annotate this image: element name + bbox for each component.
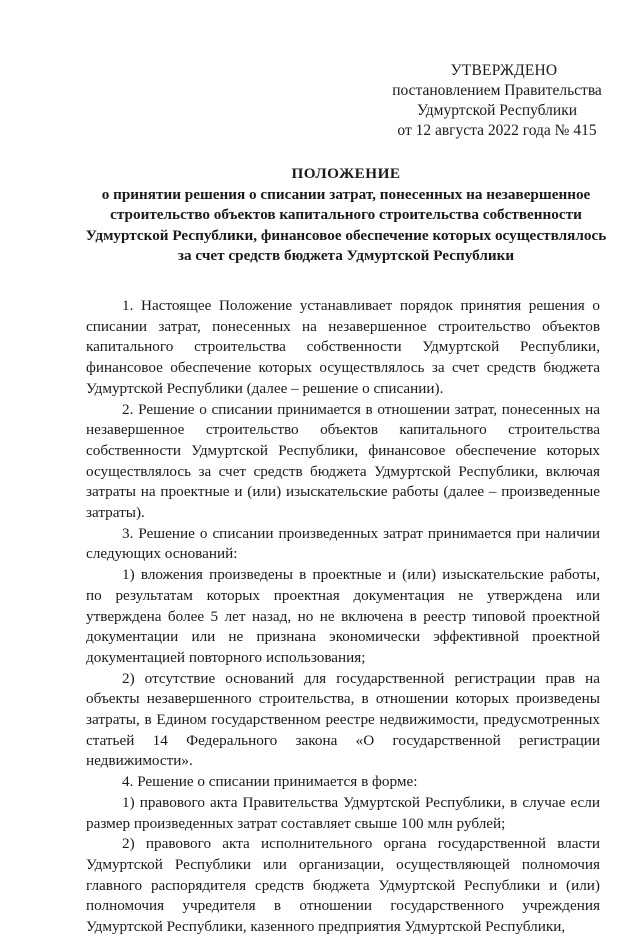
approval-stamp bbox=[372, 61, 622, 141]
paragraph-3: 3. Решение о списании произведенных затрат принимается при наличии следующих оснований: bbox=[86, 524, 600, 563]
paragraph-3-item-1: 1) вложения произведены в проектные и (или) изыскательские работы, по результатам которых проектная документация не утверждена или утверждена более 5 лет назад, но не включена в реестр типовой проектной документации или не признана экономически эффективной проектной документацией повторного использования; bbox=[86, 566, 600, 666]
approval-line-1: постановлением Правительства bbox=[392, 82, 602, 99]
document-title: ПОЛОЖЕНИЕ bbox=[291, 165, 401, 182]
document-heading bbox=[80, 164, 612, 267]
paragraph-1: 1. Настоящее Положение устанавливает порядок принятия решения о списании затрат, понесенных на незавершенное строительство объектов капитального строительства собственности Удмуртской Республики, финансовое обеспечение которых осуществлялось за счет средств бюджета Удмуртской Республики (далее – решение о списании). bbox=[86, 297, 600, 397]
paragraph-3-item-2: 2) отсутствие оснований для государственной регистрации прав на объекты незавершенного строительства, в отношении которых произведены затраты, в Едином государственном реестре недвижимости, предусмотренных статьей 14 Федерального закона «О государственной регистрации недвижимости». bbox=[86, 669, 600, 770]
paragraph-2: 2. Решение о списании принимается в отношении затрат, понесенных на незавершенное строительство объектов капитального строительства собственности Удмуртской Республики, финансовое обеспечение которых осуществлялось за счет средств бюджета Удмуртской Республики, включая затраты на проектные и (или) изыскательские работы (далее – произведенные затраты). bbox=[86, 400, 600, 522]
approval-line-3: от 12 августа 2022 года № 415 bbox=[397, 122, 597, 139]
approval-line-2: Удмуртской Республики bbox=[416, 102, 578, 119]
document-subtitle: о принятии решения о списании затрат, понесенных на незавершенное строительство объектов капитального строительства собственности Удмуртской Республики, финансовое обеспечение которых осуществлялось за счет средств бюджета Удмуртской Республики bbox=[85, 185, 607, 264]
paragraph-4-item-1: 1) правового акта Правительства Удмуртской Республики, в случае если размер произведенных затрат составляет свыше 100 млн рублей; bbox=[86, 793, 600, 832]
document-body bbox=[86, 296, 600, 938]
paragraph-4-item-2: 2) правового акта исполнительного органа государственной власти Удмуртской Республики или организации, осуществляющей полномочия главного распорядителя средств бюджета Удмуртской Республики и (или) полномочия учредителя в отношении государственного учреждения Удмуртской Республики, казенного предприятия Удмуртской Республики, bbox=[86, 835, 600, 936]
approval-title: УТВЕРЖДЕНО bbox=[450, 62, 558, 79]
paragraph-4: 4. Решение о списании принимается в форме: bbox=[122, 773, 418, 791]
